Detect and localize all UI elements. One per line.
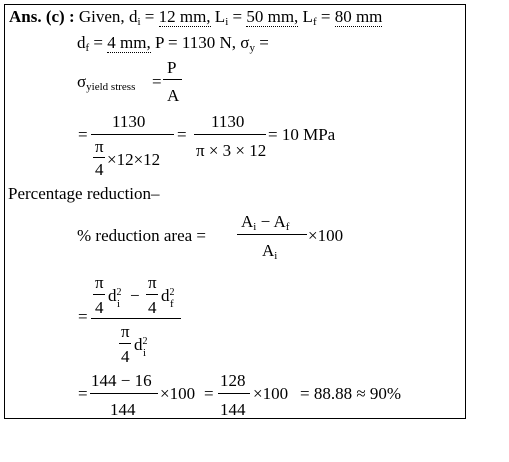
eq-sign: = <box>152 72 162 91</box>
frac-bar <box>119 343 131 344</box>
pi-symbol: π <box>121 322 130 341</box>
df-squared: $d^2$ <box>161 286 175 305</box>
four: 4 <box>148 298 157 317</box>
times-100: ×100 <box>160 384 196 403</box>
di-squared: $d^2$ <box>108 286 122 305</box>
sub-f: f <box>170 298 174 310</box>
pi-symbol: π <box>95 273 104 292</box>
result-10-mpa: = 10 MPa <box>268 125 336 144</box>
answer-box <box>4 4 466 419</box>
numerator-128: 128 <box>220 371 246 390</box>
frac-bar <box>218 393 250 394</box>
numerator-1130: 1130 <box>112 112 146 131</box>
four: 4 <box>95 160 104 179</box>
times-12-12: ×12×12 <box>107 150 161 169</box>
numerator-144-16: 144 − 16 <box>91 371 152 390</box>
denominator-144: 144 <box>220 400 246 419</box>
denominator-ai: $A_i$ <box>262 241 278 262</box>
denominator-pi-3-12: π × 3 × 12 <box>196 141 267 160</box>
pi-symbol: π <box>95 137 104 156</box>
frac-bar <box>163 79 182 80</box>
frac-bar <box>93 157 105 158</box>
numerator-1130: 1130 <box>211 112 245 131</box>
four: 4 <box>121 347 130 366</box>
sigma-yield: $\sigma_{yield stress}$ <box>77 72 136 93</box>
eq-sign: = <box>177 125 187 144</box>
frac-bar <box>93 294 105 295</box>
di-squared: $d^2$ <box>134 335 148 354</box>
minus-sign: − <box>130 286 140 305</box>
frac-a: A <box>167 86 180 105</box>
final-result: = 88.88 ≈ 90% <box>300 384 402 403</box>
frac-bar <box>237 234 307 235</box>
line-given-1: Ans. (c) : Given, $d_i = 12$ mm, $L_i = 50$ mm, $L_f = 80$ mm <box>9 7 383 28</box>
times-100: ×100 <box>253 384 289 403</box>
times-100: ×100 <box>308 226 344 245</box>
line-given-2: $d_f = 4$ mm, P = 1130 N, $\sigma_y$ = <box>77 33 269 54</box>
numerator-ai-af: $A_i - A_f$ <box>241 212 290 233</box>
pi-symbol: π <box>148 273 157 292</box>
frac-bar <box>91 134 174 135</box>
eq-sign: = <box>78 125 88 144</box>
eq-sign: = <box>78 307 88 326</box>
frac-bar <box>194 134 266 135</box>
reduction-area: % reduction area = <box>77 226 207 245</box>
percentage-heading: Percentage reduction– <box>8 184 160 203</box>
eq-sign: = <box>204 384 214 403</box>
frac-p: P <box>167 58 177 77</box>
sub-i: i <box>117 298 121 310</box>
four: 4 <box>95 298 104 317</box>
frac-bar <box>146 294 158 295</box>
sub-i: i <box>143 347 147 359</box>
denominator-144: 144 <box>110 400 136 419</box>
frac-bar <box>90 393 158 394</box>
eq-sign: = <box>78 384 88 403</box>
frac-bar <box>91 318 181 319</box>
